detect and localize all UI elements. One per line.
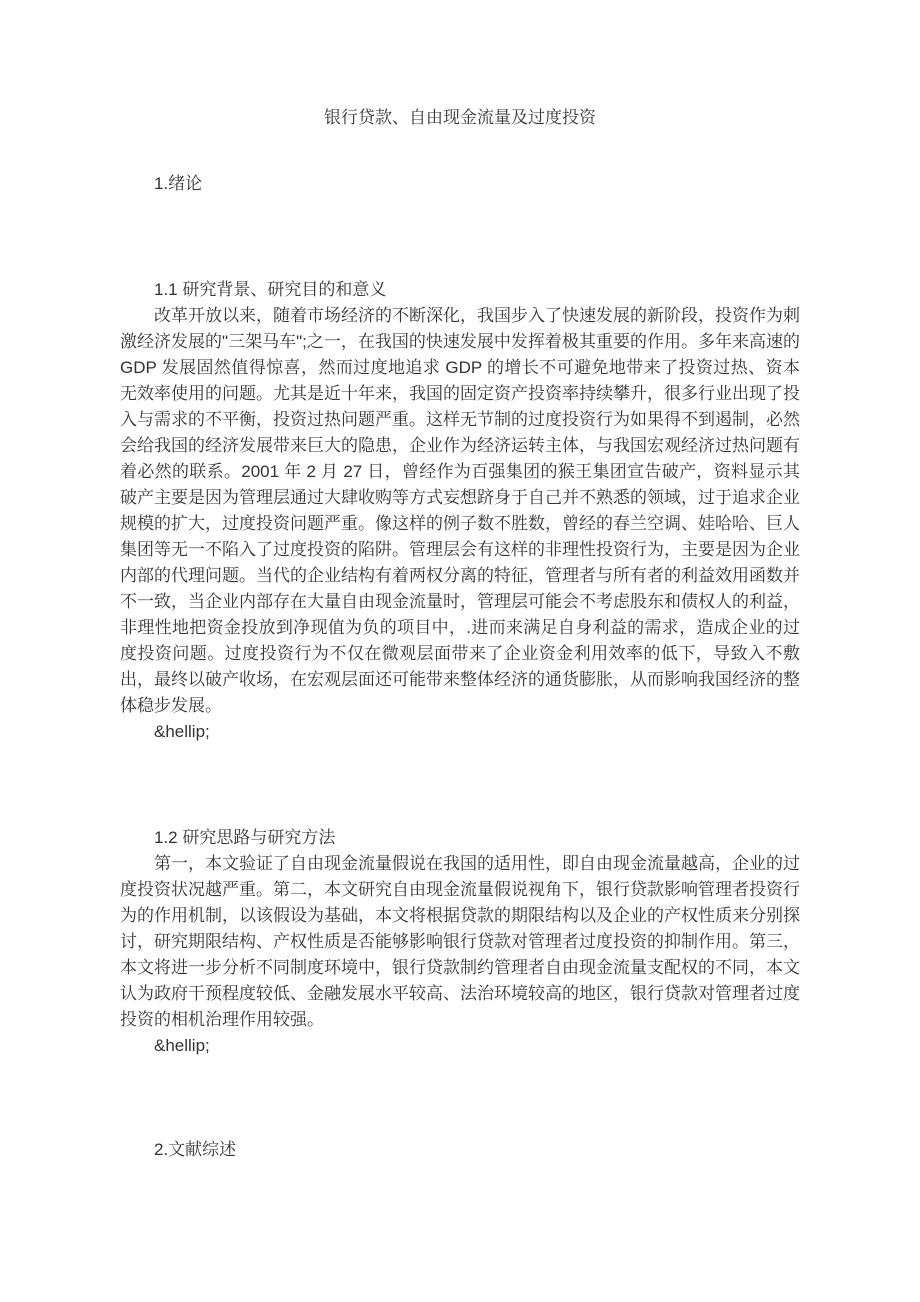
section-1-2-paragraph: 第一，本文验证了自由现金流量假说在我国的适用性，即自由现金流量越高，企业的过度投资状况越严重。第二，本文研究自由现金流量假说视角下，银行贷款影响管理者投资行为的作用机制，以该假设为基础，本文将根据贷款的期限结构以及企业的产权性质来分别探讨，研究期限结构、产权性质是否能够影响银行贷款对管理者过度投资的抑制作用。第三，本文将进一步分析不同制度环境中，银行贷款制约管理者自由现金流量支配权的不同，本文认为政府干预程度较低、金融发展水平较高、法治环境较高的地区，银行贷款对管理者过度投资的相机治理作用较强。 [120,854,800,1029]
section-1-1-paragraph: 改革开放以来，随着市场经济的不断深化，我国步入了快速发展的新阶段，投资作为刺激经济发展的"三架马车";之一，在我国的快速发展中发挥着极其重要的作用。多年来高速的 GDP 发展固然值得惊喜，然而过度地追求 GDP 的增长不可避免地带来了投资过热、资本无效率使用的问题。尤其是近十年来，我国的固定资产投资率持续攀升，很多行业出现了投入与需求的不平衡，投资过热问题严重。这样无节制的过度投资行为如果得不到遏制，必然会给我国的经济发展带来巨大的隐患，企业作为经济运转主体，与我国宏观经济过热问题有着必然的联系。2001 年 2 月 27 日，曾经作为百强集团的猴王集团宣告破产，资料显示其破产主要是因为管理层通过大肆收购等方式妄想跻身于自己并不熟悉的领域，过于追求企业规模的扩大，过度投资问题严重。像这样的例子数不胜数，曾经的春兰空调、娃哈哈、巨人集团等无一不陷入了过度投资的陷阱。管理层会有这样的非理性投资行为，主要是因为企业内部的代理问题。当代的企业结构有着两权分离的特征，管理者与所有者的利益效用函数并不一致，当企业内部存在大量自由现金流量时，管理层可能会不考虑股东和债权人的利益，非理性地把资金投放到净现值为负的项目中，.进而来满足自身利益的需求，造成企业的过度投资问题。过度投资行为不仅在微观层面带来了企业资金利用效率的低下，导致入不敷出，最终以破产收场，在宏观层面还可能带来整体经济的通货膨胀，从而影响我国经济的整体稳步发展。 [120,306,800,715]
chapter-1-heading: 1.绪论 [154,174,203,193]
section-1-1-heading: 1.1 研究背景、研究目的和意义 [154,280,387,299]
section-1-2-ellipsis: &hellip; [154,1036,210,1055]
chapter-2-heading: 2.文献综述 [154,1140,237,1159]
section-1-1-ellipsis: &hellip; [154,722,210,741]
document-title: 银行贷款、自由现金流量及过度投资 [324,108,596,127]
section-1-2-heading: 1.2 研究思路与研究方法 [154,828,336,847]
